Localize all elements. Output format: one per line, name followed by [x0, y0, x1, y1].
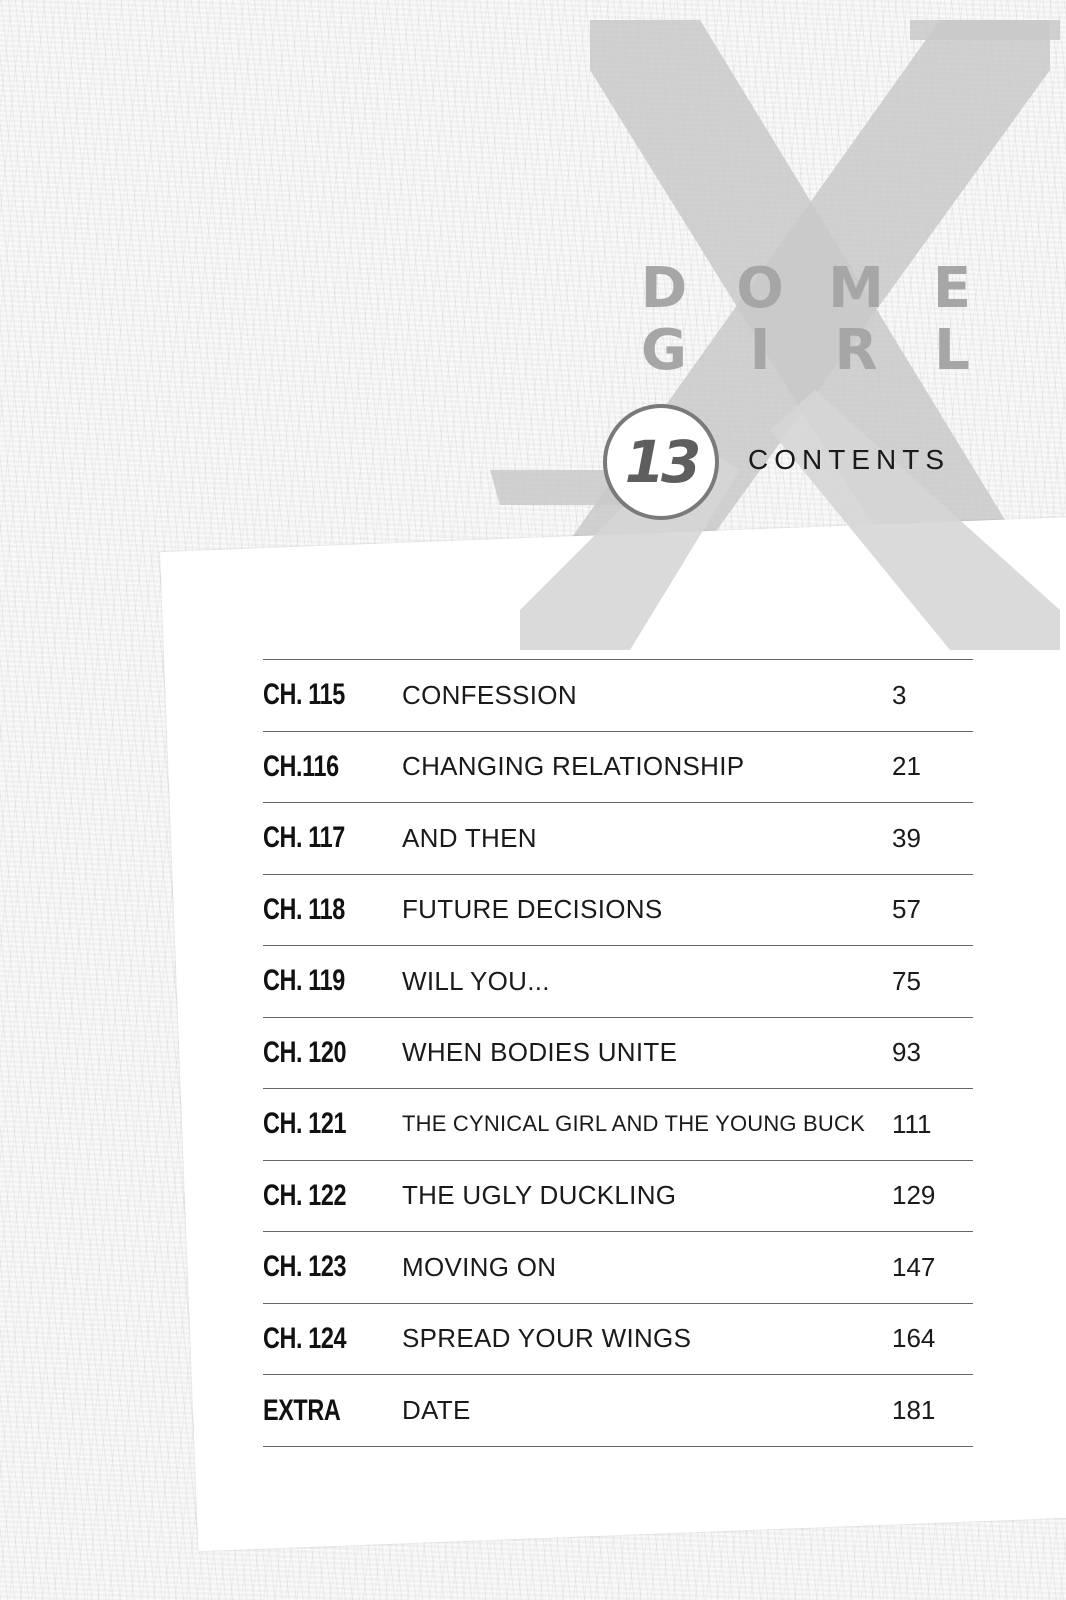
chapter-number: CH. 124	[263, 1321, 347, 1355]
chapter-number: CH. 118	[263, 892, 345, 926]
toc-row[interactable]	[263, 802, 973, 874]
page-number: 3	[892, 679, 907, 710]
toc-row[interactable]	[263, 874, 973, 946]
chapter-number: EXTRA	[263, 1393, 341, 1427]
page-number: 21	[892, 751, 921, 782]
logo-letter: D	[640, 256, 688, 321]
chapter-number: CH. 117	[263, 821, 345, 855]
chapter-title: DATE	[402, 1395, 471, 1425]
toc-row[interactable]	[263, 945, 973, 1017]
chapter-number: CH.116	[263, 749, 339, 783]
logo-letter: I	[749, 318, 771, 383]
logo-letter: E	[932, 256, 972, 321]
toc-row[interactable]	[263, 1374, 973, 1447]
page-number: 181	[892, 1395, 936, 1425]
logo-letter: G	[641, 318, 687, 383]
toc-row[interactable]	[263, 1303, 973, 1375]
chapter-number: CH. 115	[263, 678, 345, 712]
toc-row[interactable]	[263, 731, 973, 803]
toc-row[interactable]	[263, 1088, 973, 1160]
page-number: 147	[892, 1251, 936, 1282]
contents-heading: CONTENTS	[748, 444, 950, 475]
chapter-title: SPREAD YOUR WINGS	[402, 1323, 692, 1354]
page-number: 57	[892, 894, 921, 925]
chapter-title: CHANGING RELATIONSHIP	[402, 751, 745, 782]
page-number: 75	[892, 965, 921, 996]
chapter-title: MOVING ON	[402, 1251, 557, 1282]
logo-line-1	[628, 258, 988, 320]
page-number: 39	[892, 822, 921, 853]
table-of-contents	[263, 659, 973, 1447]
chapter-title: AND THEN	[402, 822, 537, 853]
page-number: 93	[892, 1037, 921, 1068]
logo-letter: O	[736, 256, 784, 321]
chapter-number: CH. 121	[263, 1107, 347, 1141]
toc-row[interactable]	[263, 1231, 973, 1303]
logo-letter: M	[828, 256, 884, 321]
logo-letter: R	[834, 318, 878, 383]
logo-line-2	[628, 320, 988, 382]
chapter-title: THE CYNICAL GIRL AND THE YOUNG BUCK	[402, 1111, 865, 1137]
toc-row[interactable]	[263, 659, 973, 731]
toc-row[interactable]	[263, 1017, 973, 1089]
page-number: 111	[892, 1108, 932, 1139]
chapter-title: FUTURE DECISIONS	[402, 894, 663, 925]
page-number: 164	[892, 1323, 936, 1354]
chapter-number: CH. 120	[263, 1035, 347, 1069]
logo-letter: L	[934, 318, 970, 383]
volume-badge: 13	[603, 404, 719, 520]
chapter-title: THE UGLY DUCKLING	[402, 1180, 677, 1211]
chapter-number: CH. 122	[263, 1178, 347, 1212]
toc-row[interactable]	[263, 1160, 973, 1232]
chapter-title: WHEN BODIES UNITE	[402, 1037, 678, 1068]
chapter-number: CH. 119	[263, 964, 345, 998]
chapter-number: CH. 123	[263, 1250, 347, 1284]
chapter-title: WILL YOU...	[402, 965, 550, 996]
series-logo	[628, 258, 988, 382]
chapter-title: CONFESSION	[402, 679, 577, 710]
page-number: 129	[892, 1180, 936, 1211]
